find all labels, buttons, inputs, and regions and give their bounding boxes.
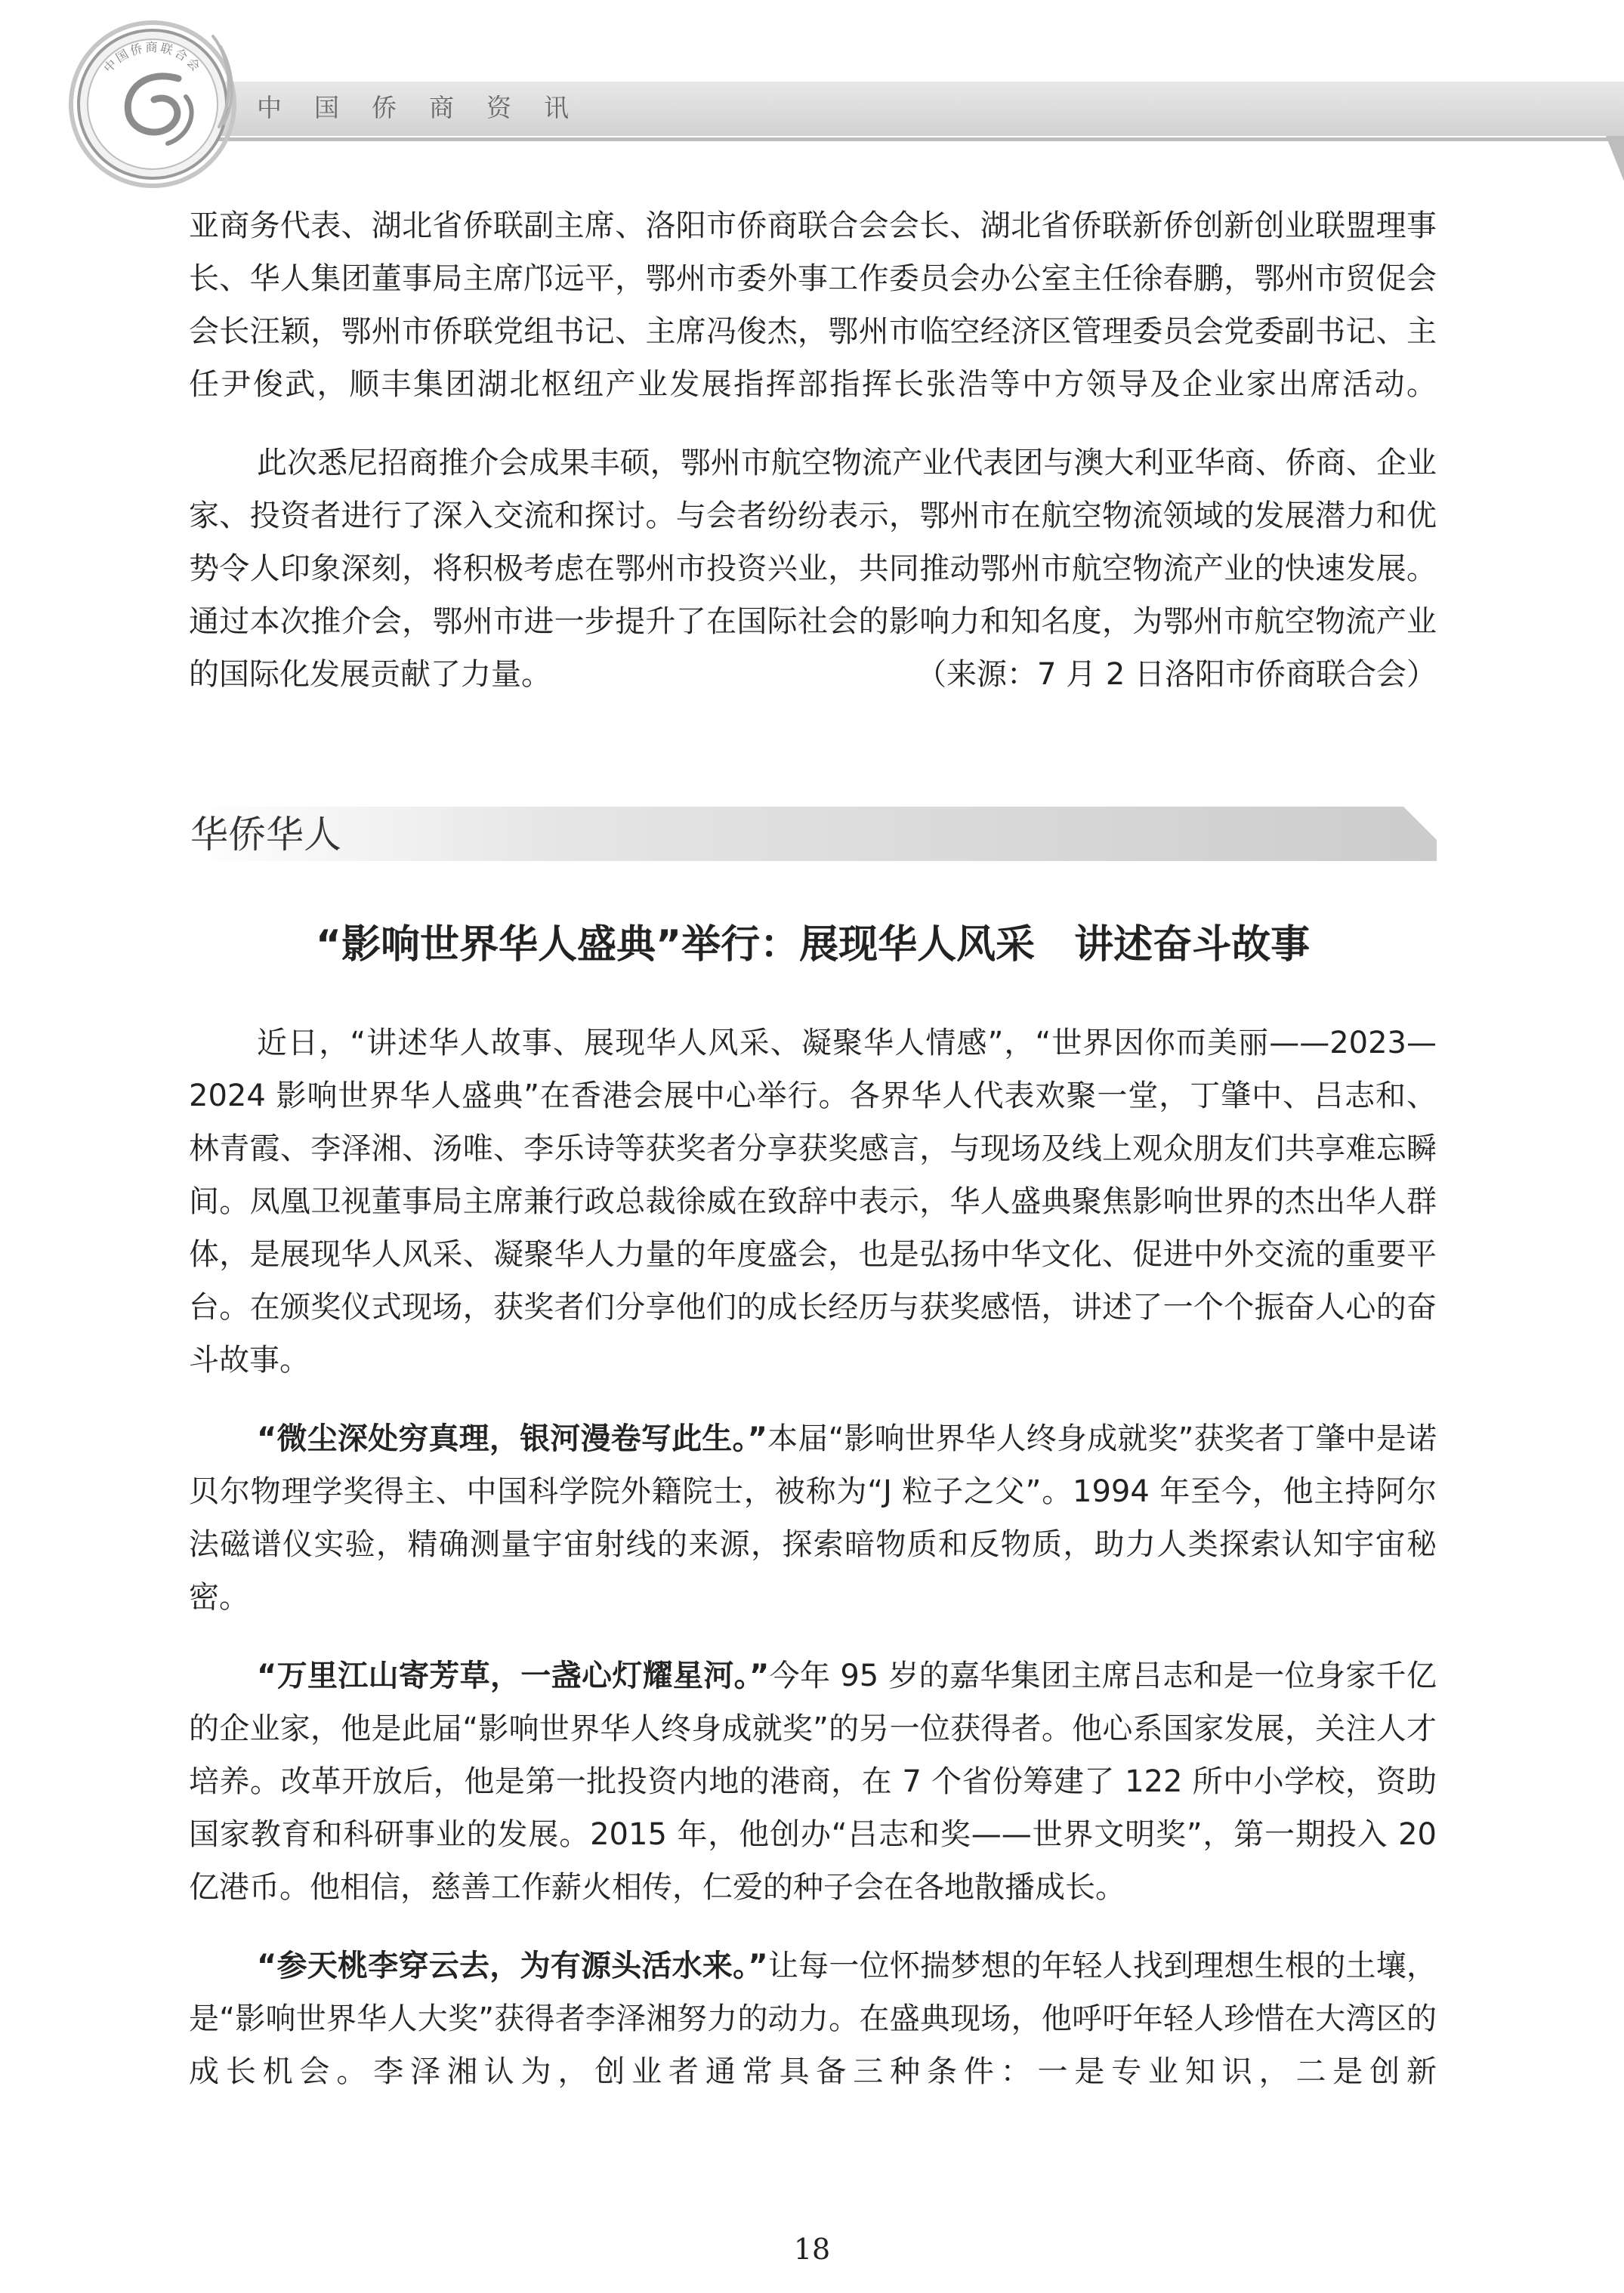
continuation-paragraph-2: [189, 437, 1437, 701]
continuation-paragraph-1: 亚商务代表、湖北省侨联副主席、洛阳市侨商联合会会长、湖北省侨联新侨创新创业联盟理事长、华人集团董事局主席邝远平，鄂州市委外事工作委员会办公室主任徐春鹏，鄂州市贸促会会长汪颖，鄂州市侨联党组书记、主席冯俊杰，鄂州市临空经济区管理委员会党委副书记、主任尹俊武，顺丰集团湖北枢纽产业发展指挥部指挥长张浩等中方领导及企业家出席活动。: [189, 208, 1437, 402]
magazine-title: 中国侨商资讯: [257, 93, 601, 122]
article-intro-paragraph: 近日，“讲述华人故事、展现华人风采、凝聚华人情感”，“世界因你而美丽——2023—2024 影响世界华人盛典”在香港会展中心举行。各界华人代表欢聚一堂，丁肇中、吕志和、林青霞、李泽湘、汤唯、李乐诗等获奖者分享获奖感言，与现场及线上观众朋友们共享难忘瞬间。凤凰卫视董事局主席兼行政总裁徐威在致辞中表示，华人盛典聚焦影响世界的杰出华人群体，是展现华人风采、凝聚华人力量的年度盛会，也是弘扬中华文化、促进中外交流的重要平台。在颁奖仪式现场，获奖者们分享他们的成长经历与获奖感悟，讲述了一个个振奋人心的奋斗故事。: [189, 1026, 1437, 1378]
article-paragraph-li: [189, 1940, 1437, 2098]
logo-text: 中国侨商联合会: [100, 40, 205, 76]
continuation-paragraph-2-text: 此次悉尼招商推介会成果丰硕，鄂州市航空物流产业代表团与澳大利亚华商、侨商、企业家、投资者进行了深入交流和探讨。与会者纷纷表示，鄂州市在航空物流领域的发展潜力和优势令人印象深刻，将积极考虑在鄂州市投资兴业，共同推动鄂州市航空物流产业的快速发展。通过本次推介会，鄂州市进一步提升了在国际社会的影响力和知名度，为鄂州市航空物流产业的国际化发展贡献了力量。: [189, 446, 1437, 692]
quote-lead-ding: “微尘深处穷真理，银河漫卷写此生。”: [257, 1421, 767, 1456]
paragraph-ding-body: 本届“影响世界华人终身成就奖”获奖者丁肇中是诺贝尔物理学奖得主、中国科学院外籍院士，被称为“J 粒子之父”。1994 年至今，他主持阿尔法磁谱仪实验，精确测量宇宙射线的来源，探索暗物质和反物质，助力人类探索认知宇宙秘密。: [189, 1421, 1437, 1615]
source-citation: （来源：7 月 2 日洛阳市侨商联合会）: [915, 657, 1437, 692]
article-paragraph-lu: [189, 1650, 1437, 1914]
paragraph-li-body: 让每一位怀揣梦想的年轻人找到理想生根的土壤，是“影响世界华人大奖”获得者李泽湘努力的动力。在盛典现场，他呼吁年轻人珍惜在大湾区的成长机会。李泽湘认为，创业者通常具备三种条件：一是专业知识，二是创新: [189, 1949, 1437, 2089]
paragraph-lu-body: 今年 95 岁的嘉华集团主席吕志和是一位身家千亿的企业家，他是此届“影响世界华人终身成就奖”的另一位获得者。他心系国家发展，关注人才培养。改革开放后，他是第一批投资内地的港商，在 7 个省份筹建了 122 所中小学校，资助国家教育和科研事业的发展。2015 年，他创办“吕志和奖——世界文明奖”，第一期投入 20 亿港币。他相信，慈善工作薪火相传，仁爱的种子会在各地散播成长。: [189, 1659, 1437, 1905]
federation-logo: [65, 14, 240, 189]
quote-lead-lu: “万里江山寄芳草，一盏心灯耀星河。”: [257, 1659, 770, 1693]
quote-lead-li: “参天桃李穿云去，为有源头活水来。”: [257, 1949, 768, 1983]
article-paragraph-ding: [189, 1412, 1437, 1624]
header-fold: [1606, 136, 1624, 181]
article-title: “影响世界华人盛典”举行：展现华人风采 讲述奋斗故事: [315, 922, 1311, 968]
section-band: [189, 807, 1437, 861]
page-number: 18: [793, 2233, 831, 2266]
section-label: 华侨华人: [190, 813, 341, 856]
